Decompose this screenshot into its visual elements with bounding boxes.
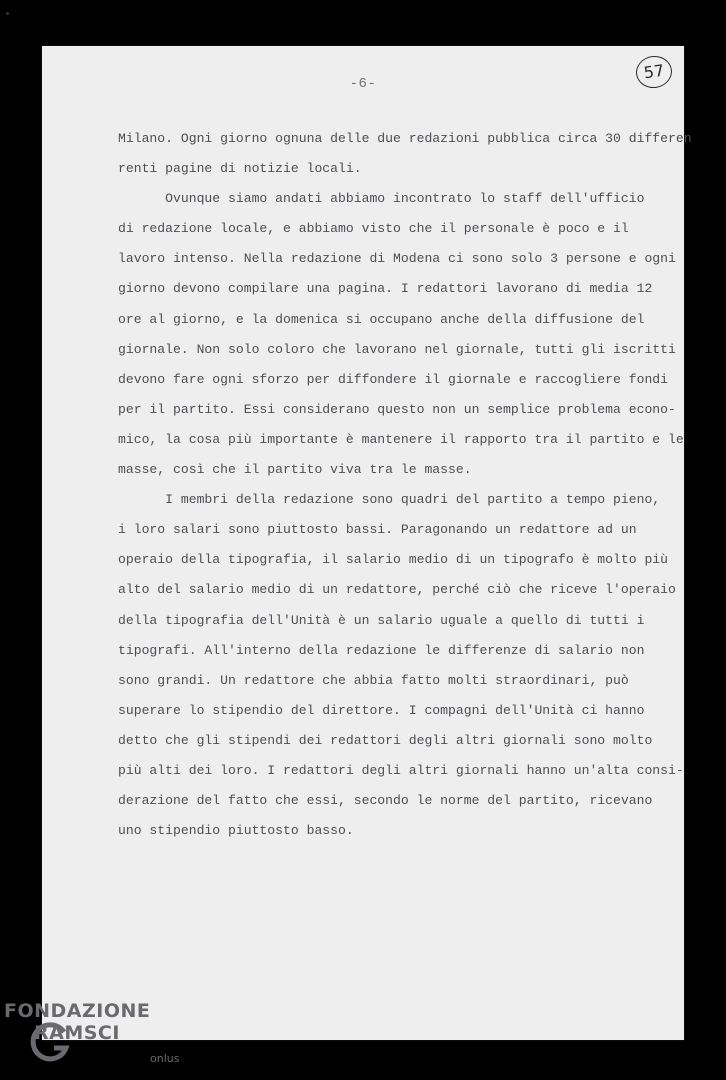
text-line: Ovunque siamo andati abbiamo incontrato lo staff dell'ufficio [118, 191, 645, 207]
text-line: detto che gli stipendi dei redattori degli altri giornali sono molto [118, 732, 653, 748]
text-line: I membri della redazione sono quadri del partito a tempo pieno, [118, 492, 661, 508]
text-line: renti pagine di notizie locali. [118, 161, 362, 177]
text-line: giorno devono compilare una pagina. I redattori lavorano di media 12 [118, 281, 653, 297]
text-line: derazione del fatto che essi, secondo le norme del partito, ricevano [118, 793, 653, 809]
document-page [42, 46, 692, 1040]
watermark-line2: RAMSCI [34, 1022, 120, 1044]
text-line: i loro salari sono piuttosto bassi. Paragonando un redattore ad un [118, 522, 637, 538]
text-line: tipografi. All'interno della redazione le differenze di salario non [118, 642, 645, 658]
margin-dot [6, 12, 9, 15]
text-line: uno stipendio piuttosto basso. [118, 823, 354, 839]
text-line: alto del salario medio di un redattore, perché ciò che riceve l'operaio [118, 582, 676, 598]
page-number: -6- [349, 76, 377, 92]
watermark-logo [4, 1000, 204, 1080]
text-line: Milano. Ogni giorno ognuna delle due redazioni pubblica circa 30 differen [118, 131, 692, 146]
text-line: mico, la cosa più importante è mantenere il rapporto tra il partito e le [118, 431, 684, 447]
text-line: masse, così che il partito viva tra le masse. [118, 462, 472, 478]
text-line: superare lo stipendio del direttore. I compagni dell'Unità ci hanno [118, 702, 645, 718]
text-line: lavoro intenso. Nella redazione di Modena ci sono solo 3 persone e ogni [118, 251, 676, 267]
text-line: giornale. Non solo coloro che lavorano nel giornale, tutti gli iscritti [118, 341, 676, 357]
text-line: di redazione locale, e abbiamo visto che il personale è poco e il [118, 221, 629, 237]
text-line: devono fare ogni sforzo per diffondere il giornale e raccogliere fondi [118, 371, 669, 387]
watermark-sub: onlus [150, 1052, 180, 1065]
text-line: ore al giorno, e la domenica si occupano anche della diffusione del [118, 311, 645, 327]
text-line: operaio della tipografia, il salario medio di un tipografo è molto più [118, 552, 669, 568]
typed-text [118, 124, 692, 846]
text-line: più alti dei loro. I redattori degli altri giornali hanno un'alta consi- [118, 762, 684, 778]
watermark-line1: FONDAZIONE [4, 1000, 151, 1022]
text-line: sono grandi. Un redattore che abbia fatto molti straordinari, può [118, 672, 629, 688]
folio-number: 57 [642, 60, 666, 83]
text-line: della tipografia dell'Unità è un salario uguale a quello di tutti i [118, 612, 645, 628]
text-line: per il partito. Essi considerano questo non un semplice problema econo- [118, 401, 676, 417]
